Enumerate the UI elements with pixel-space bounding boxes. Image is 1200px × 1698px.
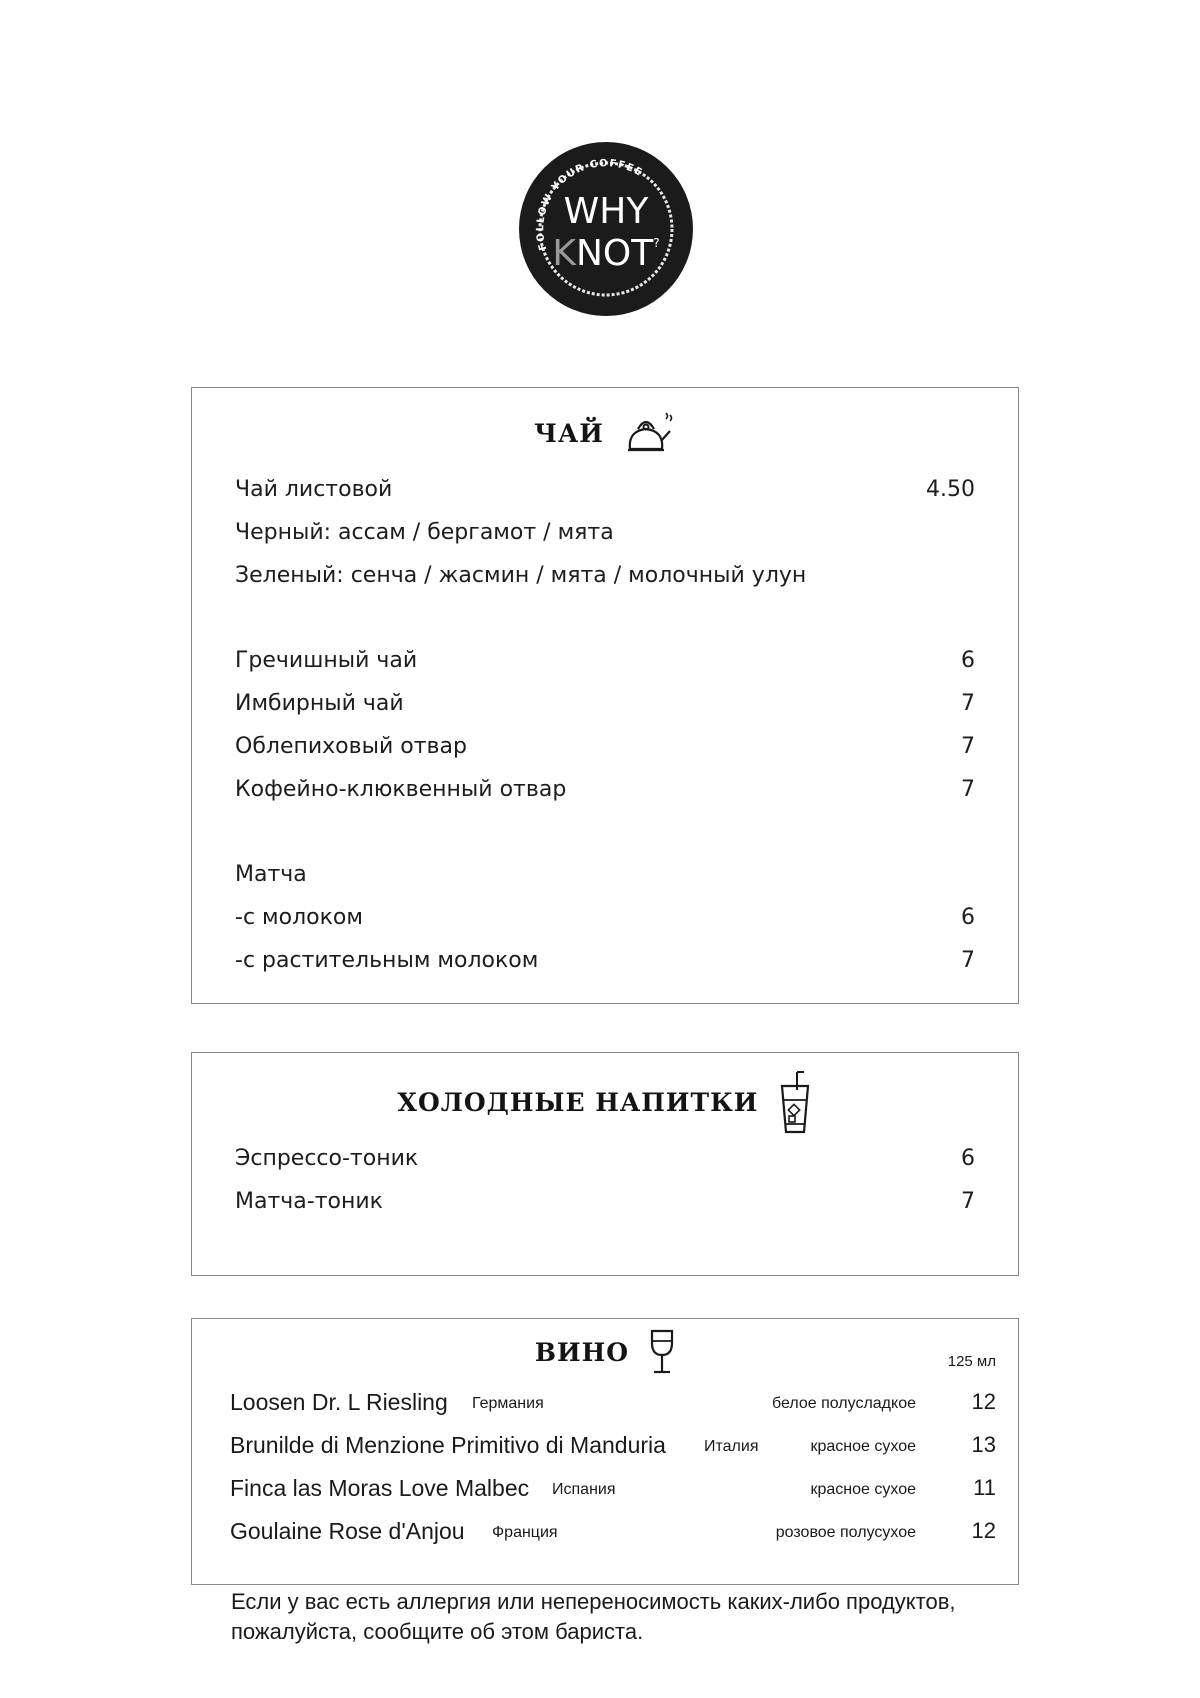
wine-header xyxy=(192,1325,1018,1379)
item-name: Чай листовой xyxy=(235,476,393,502)
cold-item xyxy=(235,1141,975,1175)
wine-volume: 125 мл xyxy=(947,1353,996,1370)
tea-section xyxy=(191,387,1019,1004)
item-name: -с растительным молоком xyxy=(235,947,539,973)
item-price: 7 xyxy=(961,690,975,716)
wine-name: Goulaine Rose d'Anjou xyxy=(230,1518,465,1544)
item-price: 7 xyxy=(961,776,975,802)
item-name: -с молоком xyxy=(235,904,363,930)
item-name: Матча xyxy=(235,861,307,887)
kettle-icon xyxy=(624,409,676,457)
wine-price: 12 xyxy=(971,1518,996,1543)
item-name: Кофейно-клюквенный отвар xyxy=(235,776,567,802)
wine-country: Италия xyxy=(704,1438,759,1455)
wine-glass-icon xyxy=(649,1329,675,1375)
iced-drink-icon xyxy=(778,1070,812,1134)
tea-header xyxy=(192,408,1018,458)
tea-item xyxy=(235,729,975,763)
item-name: Имбирный чай xyxy=(235,690,404,716)
tea-item xyxy=(235,857,975,891)
wine-country: Испания xyxy=(552,1481,616,1498)
item-name: Гречишный чай xyxy=(235,647,418,673)
wine-price: 11 xyxy=(973,1475,996,1500)
cold-header xyxy=(192,1067,1018,1137)
item-name: Зеленый: сенча / жасмин / мята / молочный улун xyxy=(235,562,807,588)
wine-row xyxy=(230,1389,996,1423)
wine-price: 13 xyxy=(971,1432,996,1457)
tea-title: ЧАЙ xyxy=(534,418,604,448)
item-price: 7 xyxy=(961,733,975,759)
wine-row xyxy=(230,1518,996,1552)
wine-country: Франция xyxy=(492,1524,558,1541)
wine-name: Loosen Dr. L Riesling xyxy=(230,1389,448,1415)
tea-item xyxy=(235,472,975,506)
tea-item xyxy=(235,900,975,934)
wine-type: розовое полусухое xyxy=(775,1524,916,1541)
wine-name: Brunilde di Menzione Primitivo di Manduria xyxy=(230,1432,666,1458)
wine-section xyxy=(191,1318,1019,1585)
logo-why: WHY xyxy=(563,191,649,232)
logo-k: K xyxy=(552,233,576,274)
wine-row xyxy=(230,1432,996,1466)
logo-not: NOT xyxy=(575,233,654,274)
allergy-note xyxy=(231,1587,1031,1647)
cold-title: ХОЛОДНЫЕ НАПИТКИ xyxy=(397,1087,759,1117)
wine-country: Германия xyxy=(472,1395,544,1412)
item-name: Эспрессо-тоник xyxy=(235,1145,419,1171)
logo-question: ? xyxy=(653,236,660,250)
item-price: 7 xyxy=(961,947,975,973)
allergy-note-line: пожалуйста, сообщите об этом бариста. xyxy=(231,1619,644,1644)
wine-type: красное сухое xyxy=(810,1481,916,1498)
item-name: Черный: ассам / бергамот / мята xyxy=(235,519,614,545)
item-price: 6 xyxy=(961,904,975,930)
wine-type: белое полусладкое xyxy=(771,1395,916,1412)
cold-item xyxy=(235,1184,975,1218)
allergy-note-line: Если у вас есть аллергия или непереносимость каких-либо продуктов, xyxy=(231,1589,956,1614)
tea-item xyxy=(235,772,975,806)
tea-item xyxy=(235,643,975,677)
wine-row xyxy=(230,1475,996,1509)
wine-type: красное сухое xyxy=(810,1438,916,1455)
cold-drinks-section xyxy=(191,1052,1019,1276)
tea-item xyxy=(235,515,975,549)
item-price: 7 xyxy=(961,1188,975,1214)
tea-item xyxy=(235,943,975,977)
item-name: Облепиховый отвар xyxy=(235,733,467,759)
svg-text:KNOT? xyxy=(552,233,659,274)
item-price: 6 xyxy=(961,647,975,673)
item-price: 4.50 xyxy=(926,476,975,502)
logo xyxy=(518,141,694,317)
tea-item xyxy=(235,686,975,720)
item-price: 6 xyxy=(961,1145,975,1171)
wine-title: ВИНО xyxy=(534,1337,630,1367)
tea-item xyxy=(235,558,975,592)
wine-price: 12 xyxy=(971,1389,996,1414)
wine-name: Finca las Moras Love Malbec xyxy=(230,1475,530,1501)
item-name: Матча-тоник xyxy=(235,1188,383,1214)
logo-ring-text: FOLLOW YOUR COFFEE xyxy=(535,158,645,252)
